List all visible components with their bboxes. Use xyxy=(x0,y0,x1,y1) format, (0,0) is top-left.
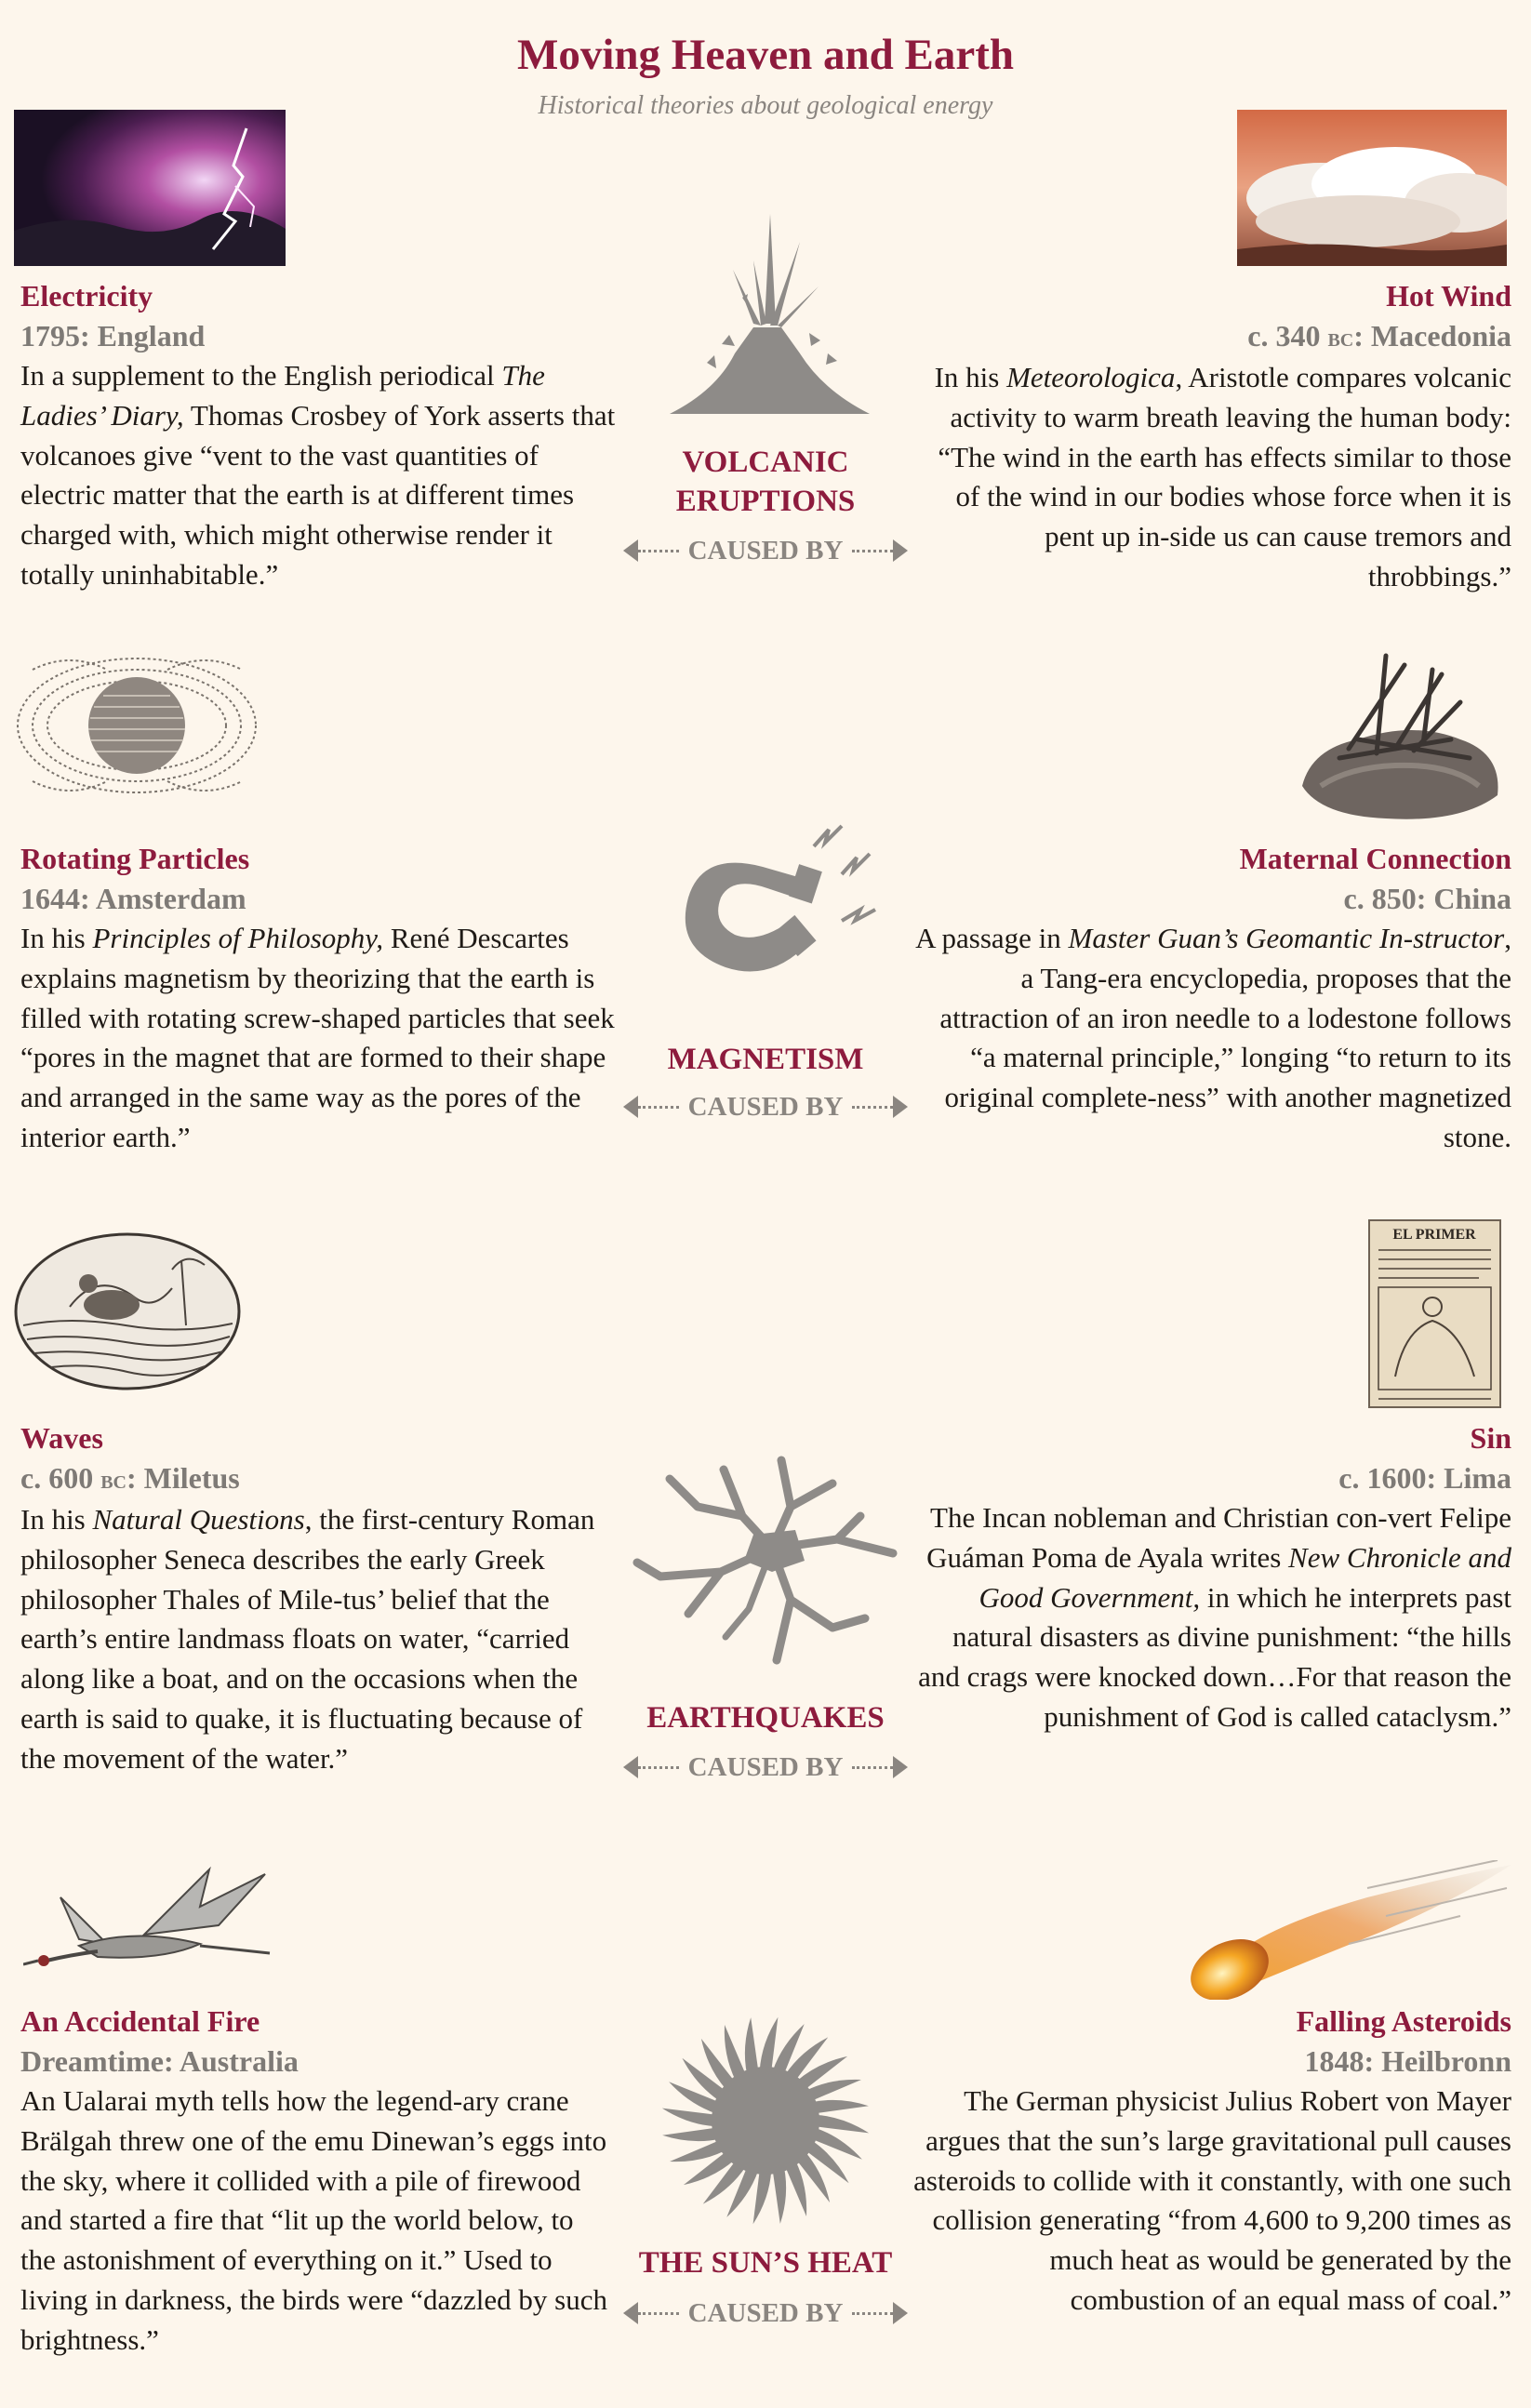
date-era: bc xyxy=(1327,323,1354,353)
topic-line: THE SUN’S HEAT xyxy=(638,2246,893,2280)
volcano-icon xyxy=(660,205,874,419)
entry-date: c. 1600: Lima xyxy=(1338,1461,1511,1495)
entry-body: A passage in Master Guan’s Geomantic In-structor, a Tang-era encyclopedia, proposes that the attraction of an iron needle to a lodestone follows “a maternal principle,” longing “to return to its original complete-ness” with another magnetized stone. xyxy=(915,922,1511,1153)
topic-line: MAGNETISM xyxy=(667,1043,864,1076)
lodestone-needles-photo xyxy=(1293,646,1507,823)
waves-entry xyxy=(20,1418,616,1779)
entry-title: Sin xyxy=(1470,1421,1511,1455)
hot-wind-entry xyxy=(912,276,1511,597)
dotted-line xyxy=(852,2312,893,2315)
caused-by-label: CAUSED BY xyxy=(687,2298,844,2328)
sun-icon xyxy=(659,2014,872,2228)
entry-title: Hot Wind xyxy=(1386,279,1511,313)
caused-by-connector xyxy=(623,1753,908,1781)
dotted-line xyxy=(638,550,679,552)
crack-icon xyxy=(632,1451,902,1665)
entry-date xyxy=(912,315,1511,358)
chronicle-page xyxy=(1367,1218,1502,1409)
page-title: Moving Heaven and Earth xyxy=(516,31,1014,79)
entry-body: In his Principles of Philosophy, René Descartes explains magnetism by theorizing that the earth is filled with rotating screw-shaped particles that seek “pores in the magnet that are formed to their shape and arranged in the same way as the pores of the interior earth.” xyxy=(20,922,615,1153)
entry-title: An Accidental Fire xyxy=(20,2004,260,2038)
topic-suns-heat xyxy=(558,2243,973,2282)
entry-date xyxy=(20,1457,616,1500)
arrow-left-icon xyxy=(623,539,638,562)
page-subtitle: Historical theories about geological energy xyxy=(538,91,993,120)
entry-date: Dreamtime: Australia xyxy=(20,2044,299,2078)
entry-title: Electricity xyxy=(20,279,153,313)
caused-by-label: CAUSED BY xyxy=(687,1752,844,1782)
entry-body: In his Meteorologica, Aristotle compares volcanic activity to warm breath leaving the human body: “The wind in the earth has effects similar to those of the wind in our bodies whose force when it is pent up in-side us can cause tremors and throbbings.” xyxy=(934,361,1511,592)
entry-date: c. 850: China xyxy=(1343,882,1511,915)
lightning-storm-photo xyxy=(14,110,286,266)
date-era: bc xyxy=(100,1465,126,1495)
electricity-entry xyxy=(20,276,616,595)
topic-line: EARTHQUAKES xyxy=(646,1701,885,1735)
entry-body: In a supplement to the English periodical The Ladies’ Diary, Thomas Crosbey of York asserts that volcanoes give “vent to the vast quantities of electric matter that the earth is at different times charged with, which might otherwise render it totally uninhabitable.” xyxy=(20,359,616,591)
descartes-particles-engraving xyxy=(14,651,260,800)
caused-by-connector xyxy=(623,537,908,565)
rotating-particles-entry xyxy=(20,839,616,1158)
caused-by-label: CAUSED BY xyxy=(687,1092,844,1122)
entry-title: Rotating Particles xyxy=(20,842,250,875)
arrow-right-icon xyxy=(893,2302,908,2324)
entry-body: In his Natural Questions, the first-century Roman philosopher Seneca describes the early Greek philosopher Thales of Mile-tus’ belief that the earth’s entire landmass floats on water, “carried along like a boat, and on the occasions when the earth is said to quake, it is fluctuating because of the movement of the water.” xyxy=(20,1503,595,1775)
fiery-asteroid-illustration xyxy=(1181,1860,1516,2000)
entry-body: The Incan nobleman and Christian con-vert Felipe Guáman Poma de Ayala writes New Chronicle and Good Government, in which he interprets past natural disasters as divine punishment: “the hills and crags were knocked down…For that reason the punishment of God is called cataclysm.” xyxy=(918,1501,1511,1733)
steam-cloud-photo xyxy=(1237,110,1507,266)
dotted-line xyxy=(852,1766,893,1769)
accidental-fire-entry xyxy=(20,2002,616,2361)
arrow-right-icon xyxy=(893,1096,908,1118)
dotted-line xyxy=(638,1766,679,1769)
topic-magnetism xyxy=(558,1040,973,1079)
entry-body: An Ualarai myth tells how the legend-ary crane Brälgah threw one of the emu Dinewan’s eggs into the sky, where it collided with a pile of firewood and started a fire that “lit up the world below, to the astonishment of everything on it.” Used to living in darkness, the birds were “dazzled by such brightness.” xyxy=(20,2084,608,2356)
dotted-line xyxy=(852,1106,893,1109)
date-suffix: : Macedonia xyxy=(1353,319,1511,353)
magnet-icon xyxy=(665,809,898,995)
entry-date: 1848: Heilbronn xyxy=(1304,2044,1511,2078)
arrow-right-icon xyxy=(893,539,908,562)
thales-woodcut xyxy=(14,1232,242,1390)
entry-body: The German physicist Julius Robert von Mayer argues that the sun’s large gravitational pull causes asteroids to collide with it constantly, with one such collision generating “from 4,600 to 9,200 times as much heat as would be generated by the combustion of an equal mass of coal.” xyxy=(913,2084,1511,2316)
topic-line: VOLCANIC xyxy=(682,446,849,479)
crane-illustration xyxy=(23,1860,274,1990)
maternal-connection-entry xyxy=(912,839,1511,1158)
date-suffix: : Miletus xyxy=(126,1461,240,1495)
arrow-left-icon xyxy=(623,1756,638,1778)
falling-asteroids-entry xyxy=(912,2002,1511,2321)
arrow-left-icon xyxy=(623,2302,638,2324)
entry-title: Maternal Connection xyxy=(1239,842,1511,875)
arrow-right-icon xyxy=(893,1756,908,1778)
dotted-line xyxy=(638,1106,679,1109)
entry-date: 1795: England xyxy=(20,319,206,353)
sin-entry xyxy=(912,1418,1511,1737)
page-heading-text: EL PRIMER xyxy=(1392,1227,1476,1243)
topic-volcanic-eruptions xyxy=(558,443,973,521)
dotted-line xyxy=(852,550,893,552)
caused-by-connector xyxy=(623,2299,908,2327)
date-prefix: c. 600 xyxy=(20,1461,101,1495)
date-prefix: c. 340 xyxy=(1247,319,1328,353)
topic-earthquakes xyxy=(558,1698,973,1737)
dotted-line xyxy=(638,2312,679,2315)
arrow-left-icon xyxy=(623,1096,638,1118)
entry-title: Waves xyxy=(20,1421,103,1455)
caused-by-label: CAUSED BY xyxy=(687,536,844,565)
caused-by-connector xyxy=(623,1093,908,1121)
entry-title: Falling Asteroids xyxy=(1296,2004,1511,2038)
entry-date: 1644: Amsterdam xyxy=(20,882,246,915)
topic-line: ERUPTIONS xyxy=(675,485,856,518)
